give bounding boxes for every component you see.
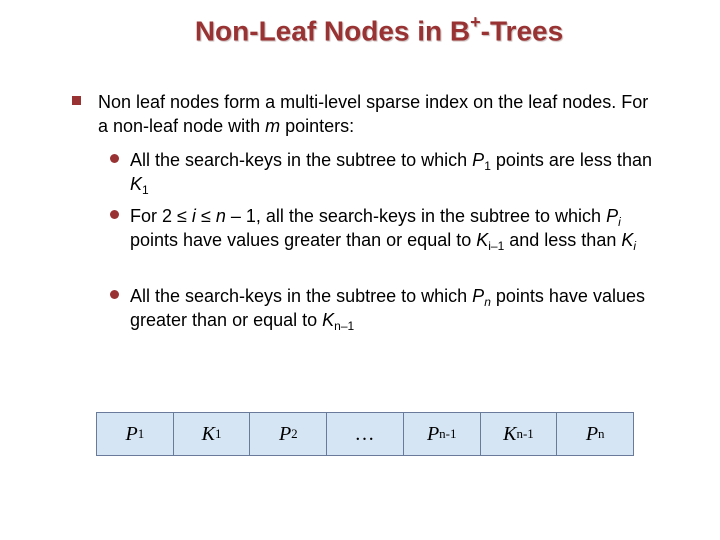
node-cell: K n-1 bbox=[481, 413, 558, 455]
main-bullet-icon bbox=[72, 96, 81, 105]
sub-bullet-3-text: All the search-keys in the subtree to which $P_n$ points have values greater than or equal to $K_{n-1}$ bbox=[130, 286, 645, 333]
node-cell bbox=[327, 413, 404, 455]
non-leaf-node-diagram bbox=[96, 412, 634, 456]
bullet-dot-icon bbox=[110, 210, 119, 219]
node-cell: P 2 bbox=[250, 413, 327, 455]
node-cell-symbol: K bbox=[201, 422, 215, 445]
node-cell: P n bbox=[585, 422, 605, 445]
slide-title: Non-Leaf Nodes in B+-Trees bbox=[194, 12, 564, 47]
sub-bullet-2-text: For 2 ≤ i ≤ n – 1, all the search-keys in the subtree to which $P_i$ points have values greater than or equal to $K_{i-1}$ and less than $K_i$ bbox=[130, 206, 637, 253]
bullet-dot-icon bbox=[110, 290, 119, 299]
main-paragraph: Non leaf nodes form a multi-level sparse index on the leaf nodes. For a non-leaf node with m pointers: bbox=[98, 92, 649, 136]
bullet-dot-icon bbox=[110, 154, 119, 163]
node-cell-symbol: P bbox=[278, 422, 292, 445]
node-cell-symbol: P bbox=[125, 422, 138, 445]
sub-bullet-1-text: All the search-keys in the subtree to which $P_1$ points are less than $K_1$ bbox=[130, 150, 652, 197]
node-cell-symbol: … bbox=[354, 422, 376, 445]
node-cell: P 1 bbox=[97, 413, 174, 455]
node-cell-symbol: P bbox=[585, 422, 599, 445]
node-cell-symbol: K bbox=[503, 422, 517, 445]
node-cell-symbol: P bbox=[426, 422, 440, 445]
node-cell: P n-1 bbox=[404, 413, 481, 455]
node-cell: K 1 bbox=[174, 413, 251, 455]
